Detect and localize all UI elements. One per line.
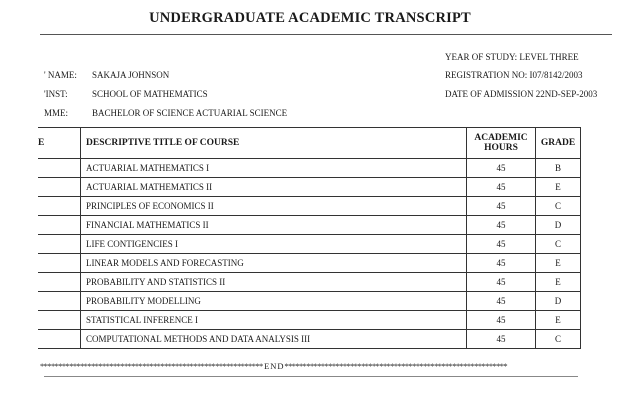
year-of-study: YEAR OF STUDY: LEVEL THREE [445,52,579,62]
header-academic: ACADEMIC [474,133,528,143]
course-title-cell: STATISTICAL INFERENCE I [81,311,467,330]
course-title-cell: COMPUTATIONAL METHODS AND DATA ANALYSIS III [81,330,467,349]
course-title-cell: LINEAR MODELS AND FORECASTING [81,254,467,273]
table-row [38,235,581,254]
course-code-cell [38,235,81,254]
transcript-table [38,127,581,349]
academic-hours-cell: 45 [467,197,536,216]
course-title-cell: ACTUARIAL MATHEMATICS I [81,159,467,178]
programme-value: BACHELOR OF SCIENCE ACTUARIAL SCIENCE [92,108,288,118]
grade-cell: D [536,216,581,235]
table-row [38,159,581,178]
academic-hours-cell: 45 [467,254,536,273]
end-rule [44,376,578,377]
academic-hours-cell: 45 [467,273,536,292]
end-marker: ************************************************************* E N D ************************************************************* [40,361,508,371]
course-code-cell [38,178,81,197]
programme-label: MME: [44,108,69,118]
registration-number: REGISTRATION NO: I07/8142/2003 [445,70,583,80]
course-code-cell [38,216,81,235]
date-of-admission: DATE OF ADMISSION 22ND-SEP-2003 [445,89,598,99]
table-row [38,254,581,273]
grade-cell: C [536,235,581,254]
course-title-cell: PROBABILITY AND STATISTICS II [81,273,467,292]
academic-hours-cell: 45 [467,178,536,197]
course-code-cell [38,197,81,216]
column-header-grade: GRADE [536,128,581,159]
course-code-cell [38,254,81,273]
academic-hours-cell: 45 [467,311,536,330]
grade-cell: C [536,197,581,216]
transcript-title: UNDERGRADUATE ACADEMIC TRANSCRIPT [149,10,471,26]
table-row [38,292,581,311]
course-code-cell [38,330,81,349]
course-title-cell: PRINCIPLES OF ECONOMICS II [81,197,467,216]
grade-cell: D [536,292,581,311]
name-value: SAKAJA JOHNSON [92,70,170,80]
course-title-cell: ACTUARIAL MATHEMATICS II [81,178,467,197]
institute-value: SCHOOL OF MATHEMATICS [92,89,208,99]
academic-hours-cell: 45 [467,330,536,349]
grade-cell: E [536,273,581,292]
table-row [38,273,581,292]
grade-cell: E [536,254,581,273]
course-title-cell: LIFE CONTIGENCIES I [81,235,467,254]
grade-cell: E [536,311,581,330]
course-title-cell: FINANCIAL MATHEMATICS II [81,216,467,235]
academic-hours-cell: 45 [467,159,536,178]
table-header-row [38,128,581,159]
grade-cell: C [536,330,581,349]
column-header-code: E [38,128,81,159]
course-code-cell [38,273,81,292]
table-row [38,216,581,235]
course-title-cell: PROBABILITY MODELLING [81,292,467,311]
course-code-cell [38,292,81,311]
table-row [38,178,581,197]
table-row [38,197,581,216]
header-hours: HOURS [484,143,518,153]
academic-hours-cell: 45 [467,235,536,254]
table-row [38,330,581,349]
academic-hours-cell: 45 [467,216,536,235]
title-divider [40,34,612,35]
column-header-course: DESCRIPTIVE TITLE OF COURSE [81,128,467,159]
course-code-cell [38,159,81,178]
column-header-hours [467,128,536,159]
institute-label: 'INST: [44,89,68,99]
course-code-cell [38,311,81,330]
grade-cell: B [536,159,581,178]
academic-hours-cell: 45 [467,292,536,311]
name-label: ' NAME: [44,70,77,80]
table-row [38,311,581,330]
grade-cell: E [536,178,581,197]
